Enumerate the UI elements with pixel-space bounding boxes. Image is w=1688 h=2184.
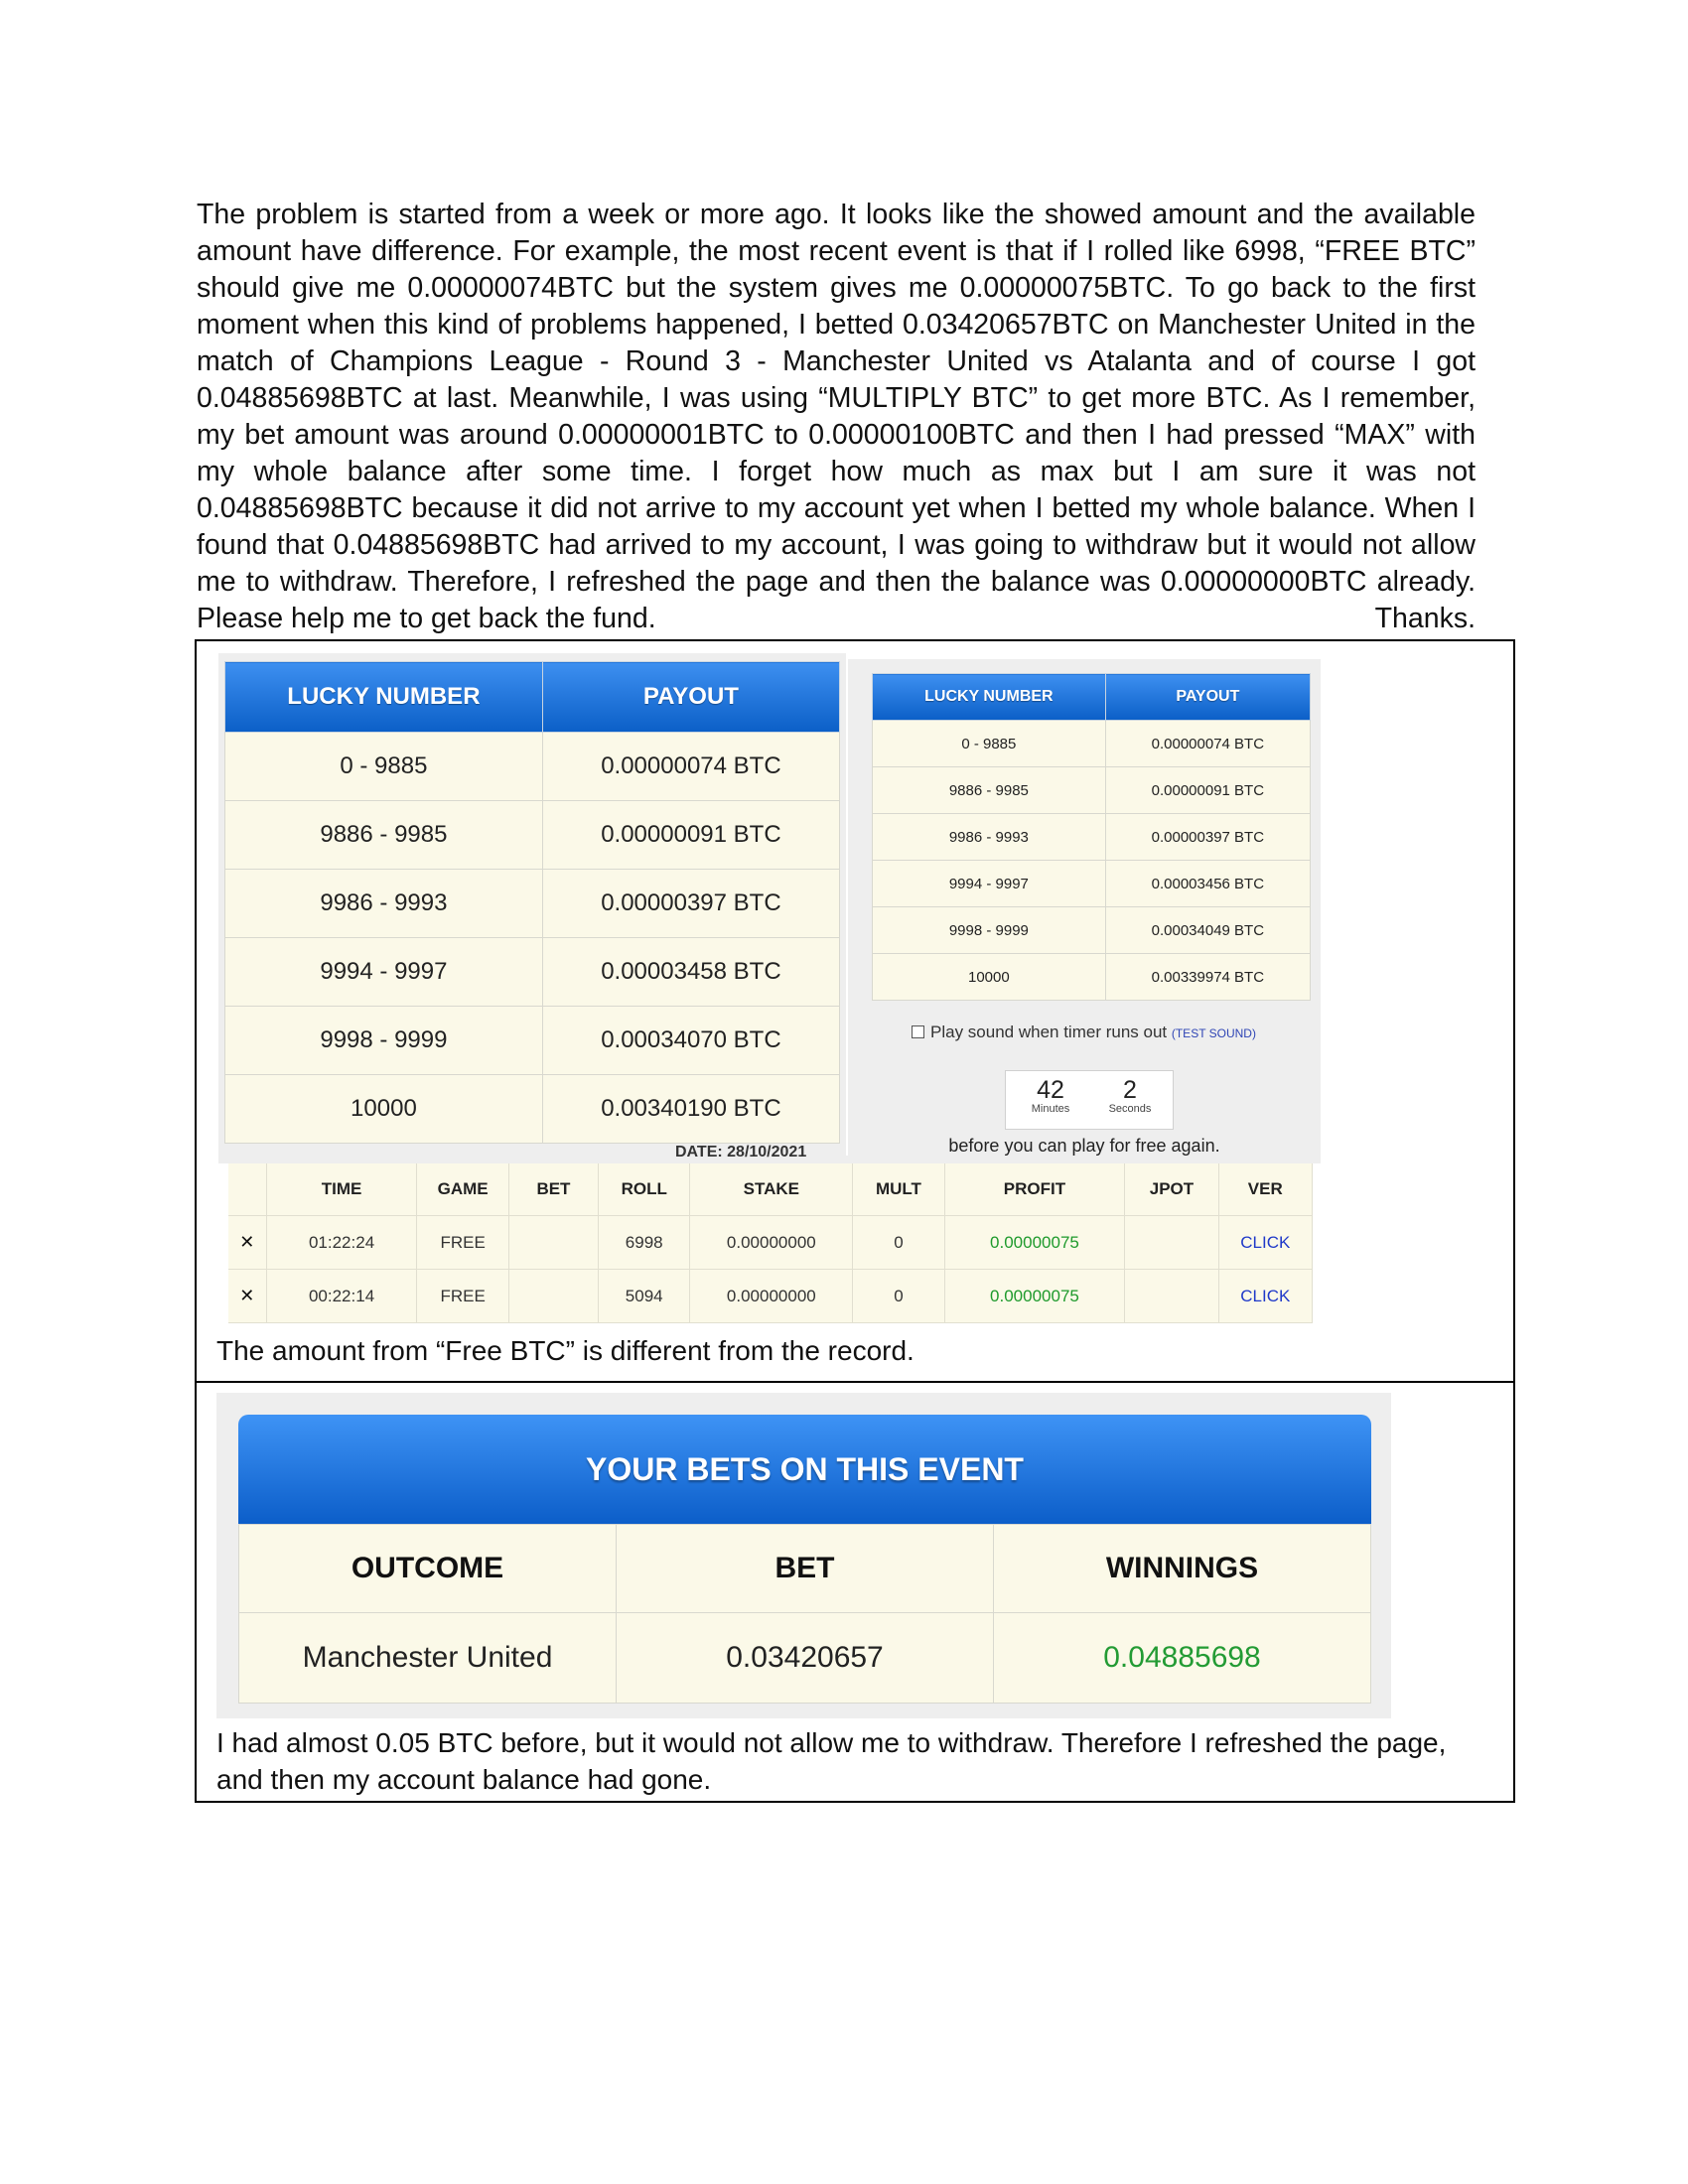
timer-seconds-value: 2 <box>1123 1076 1137 1104</box>
bet-winnings: 0.04885698 <box>994 1613 1371 1704</box>
verify-link[interactable]: CLICK <box>1218 1270 1312 1323</box>
table-row <box>228 1270 1313 1323</box>
roll-number: 6998 <box>599 1216 690 1270</box>
lucky-range: 10000 <box>225 1075 543 1144</box>
test-sound-link[interactable]: (TEST SOUND) <box>1171 1026 1256 1040</box>
roll-jpot <box>1125 1270 1218 1323</box>
screenshot-frame-bets <box>195 1381 1515 1803</box>
lucky-range: 9886 - 9985 <box>873 767 1106 814</box>
expand-icon[interactable]: ✕ <box>228 1270 266 1323</box>
history-date: DATE: 28/10/2021 <box>675 1144 807 1160</box>
payout-value: 0.00000091 BTC <box>1105 767 1310 814</box>
header-stake: STAKE <box>690 1163 853 1216</box>
header-lucky-number: LUCKY NUMBER <box>225 662 543 733</box>
roll-mult: 0 <box>853 1270 944 1323</box>
payout-value: 0.00000397 BTC <box>1105 814 1310 861</box>
payout-value: 0.00339974 BTC <box>1105 954 1310 1001</box>
header-bet: BET <box>617 1525 994 1613</box>
table-row <box>873 767 1311 814</box>
header-time: TIME <box>266 1163 417 1216</box>
payout-screenshot-right <box>848 659 1321 1158</box>
header-bet: BET <box>508 1163 598 1216</box>
header-winnings: WINNINGS <box>994 1525 1371 1613</box>
roll-game: FREE <box>417 1270 508 1323</box>
payout-value: 0.00034049 BTC <box>1105 907 1310 954</box>
payout-value: 0.00340190 BTC <box>542 1075 839 1144</box>
bets-title: YOUR BETS ON THIS EVENT <box>238 1415 1371 1524</box>
roll-stake: 0.00000000 <box>690 1216 853 1270</box>
caption-free-btc: The amount from “Free BTC” is different from the record. <box>216 1335 914 1366</box>
bets-screenshot <box>216 1393 1391 1718</box>
payout-value: 0.00003456 BTC <box>1105 861 1310 907</box>
payout-value: 0.00000074 BTC <box>542 733 839 801</box>
verify-link[interactable]: CLICK <box>1218 1216 1312 1270</box>
expand-icon[interactable]: ✕ <box>228 1216 266 1270</box>
timer-seconds <box>1095 1077 1165 1115</box>
table-row <box>225 801 840 870</box>
table-row <box>225 1007 840 1075</box>
play-sound-label: Play sound when timer runs out <box>930 1023 1168 1041</box>
payout-value: 0.00000091 BTC <box>542 801 839 870</box>
roll-bet <box>508 1216 598 1270</box>
caption-bets-line2: and then my account balance had gone. <box>216 1764 712 1795</box>
lucky-range: 0 - 9885 <box>873 721 1106 767</box>
intro-paragraph <box>197 197 1476 637</box>
header-roll: ROLL <box>599 1163 690 1216</box>
header-profit: PROFIT <box>944 1163 1125 1216</box>
roll-history-table <box>228 1163 1313 1323</box>
table-row <box>228 1216 1313 1270</box>
table-row <box>873 721 1311 767</box>
lucky-range: 9998 - 9999 <box>225 1007 543 1075</box>
before-free-play-text: before you can play for free again. <box>948 1136 1220 1156</box>
roll-number: 5094 <box>599 1270 690 1323</box>
roll-jpot <box>1125 1216 1218 1270</box>
intro-text: The problem is started from a week or more ago. It looks like the showed amount and the available amount have difference. For example, the most recent event is that if I rolled like 6998, “FREE BTC” should give me 0.00000074BTC but the system gives me 0.00000075BTC. To go back to the first moment when this kind of problems happened, I betted 0.03420657BTC on Manchester United in the match of Champions League - Round 3 - Manchester United vs Atalanta and of course I got 0.04885698BTC at last. Meanwhile, I was using “MULTIPLY BTC” to get more BTC. As I remember, my bet amount was around 0.00000001BTC to 0.00000100BTC and then I had pressed “MAX” with my whole balance after some time. I forget how much as max but I am sure it was not 0.04885698BTC because it did not arrive to my account yet when I betted my whole balance. When I found that 0.04885698BTC had arrived to my account, I was going to withdraw but it would not allow me to withdraw. Therefore, I refreshed the page and then the balance was 0.00000000BTC already. Please help me to get back the fund. <box>197 199 1476 634</box>
caption-bets-line1: I had almost 0.05 BTC before, but it would not allow me to withdraw. Therefore I refreshed the page, <box>216 1727 1447 1758</box>
table-row <box>873 861 1311 907</box>
countdown-timer <box>1005 1070 1174 1130</box>
payout-value: 0.00003458 BTC <box>542 938 839 1007</box>
header-payout: PAYOUT <box>1105 674 1310 721</box>
roll-profit: 0.00000075 <box>944 1216 1125 1270</box>
table-row <box>225 870 840 938</box>
lucky-range: 9994 - 9997 <box>225 938 543 1007</box>
header-mult: MULT <box>853 1163 944 1216</box>
roll-game: FREE <box>417 1216 508 1270</box>
header-jpot: JPOT <box>1125 1163 1218 1216</box>
payout-value: 0.00034070 BTC <box>542 1007 839 1075</box>
lucky-range: 9998 - 9999 <box>873 907 1106 954</box>
header-lucky-number: LUCKY NUMBER <box>873 674 1106 721</box>
play-sound-option[interactable] <box>912 1023 1256 1042</box>
table-row <box>225 733 840 801</box>
table-row <box>873 954 1311 1001</box>
payout-screenshot-left <box>218 653 846 1161</box>
lucky-range: 9994 - 9997 <box>873 861 1106 907</box>
screenshot-frame-free-btc <box>195 639 1515 1383</box>
timer-minutes-label: Minutes <box>1031 1103 1070 1115</box>
header-game: GAME <box>417 1163 508 1216</box>
lucky-range: 0 - 9885 <box>225 733 543 801</box>
table-row <box>225 1075 840 1144</box>
roll-profit: 0.00000075 <box>944 1270 1125 1323</box>
payout-table-right <box>872 673 1311 1001</box>
lucky-range: 10000 <box>873 954 1106 1001</box>
roll-bet <box>508 1270 598 1323</box>
timer-minutes-value: 42 <box>1037 1076 1064 1104</box>
roll-time: 00:22:14 <box>266 1270 417 1323</box>
thanks-text: Thanks. <box>1374 603 1476 634</box>
bet-outcome: Manchester United <box>239 1613 617 1704</box>
header-outcome: OUTCOME <box>239 1525 617 1613</box>
table-row <box>873 907 1311 954</box>
timer-minutes <box>1016 1077 1085 1115</box>
roll-time: 01:22:24 <box>266 1216 417 1270</box>
header-payout: PAYOUT <box>542 662 839 733</box>
thanks-line <box>197 601 1476 637</box>
bet-amount: 0.03420657 <box>617 1613 994 1704</box>
lucky-range: 9986 - 9993 <box>873 814 1106 861</box>
bets-table <box>238 1524 1371 1704</box>
lucky-range: 9986 - 9993 <box>225 870 543 938</box>
header-ver: VER <box>1218 1163 1312 1216</box>
timer-seconds-label: Seconds <box>1108 1103 1152 1115</box>
table-row <box>225 938 840 1007</box>
roll-stake: 0.00000000 <box>690 1270 853 1323</box>
play-sound-checkbox[interactable] <box>912 1025 924 1038</box>
payout-value: 0.00000397 BTC <box>542 870 839 938</box>
table-row <box>239 1613 1371 1704</box>
header-icon <box>228 1163 266 1216</box>
payout-table-left <box>224 661 840 1144</box>
payout-value: 0.00000074 BTC <box>1105 721 1310 767</box>
table-row <box>873 814 1311 861</box>
roll-mult: 0 <box>853 1216 944 1270</box>
lucky-range: 9886 - 9985 <box>225 801 543 870</box>
